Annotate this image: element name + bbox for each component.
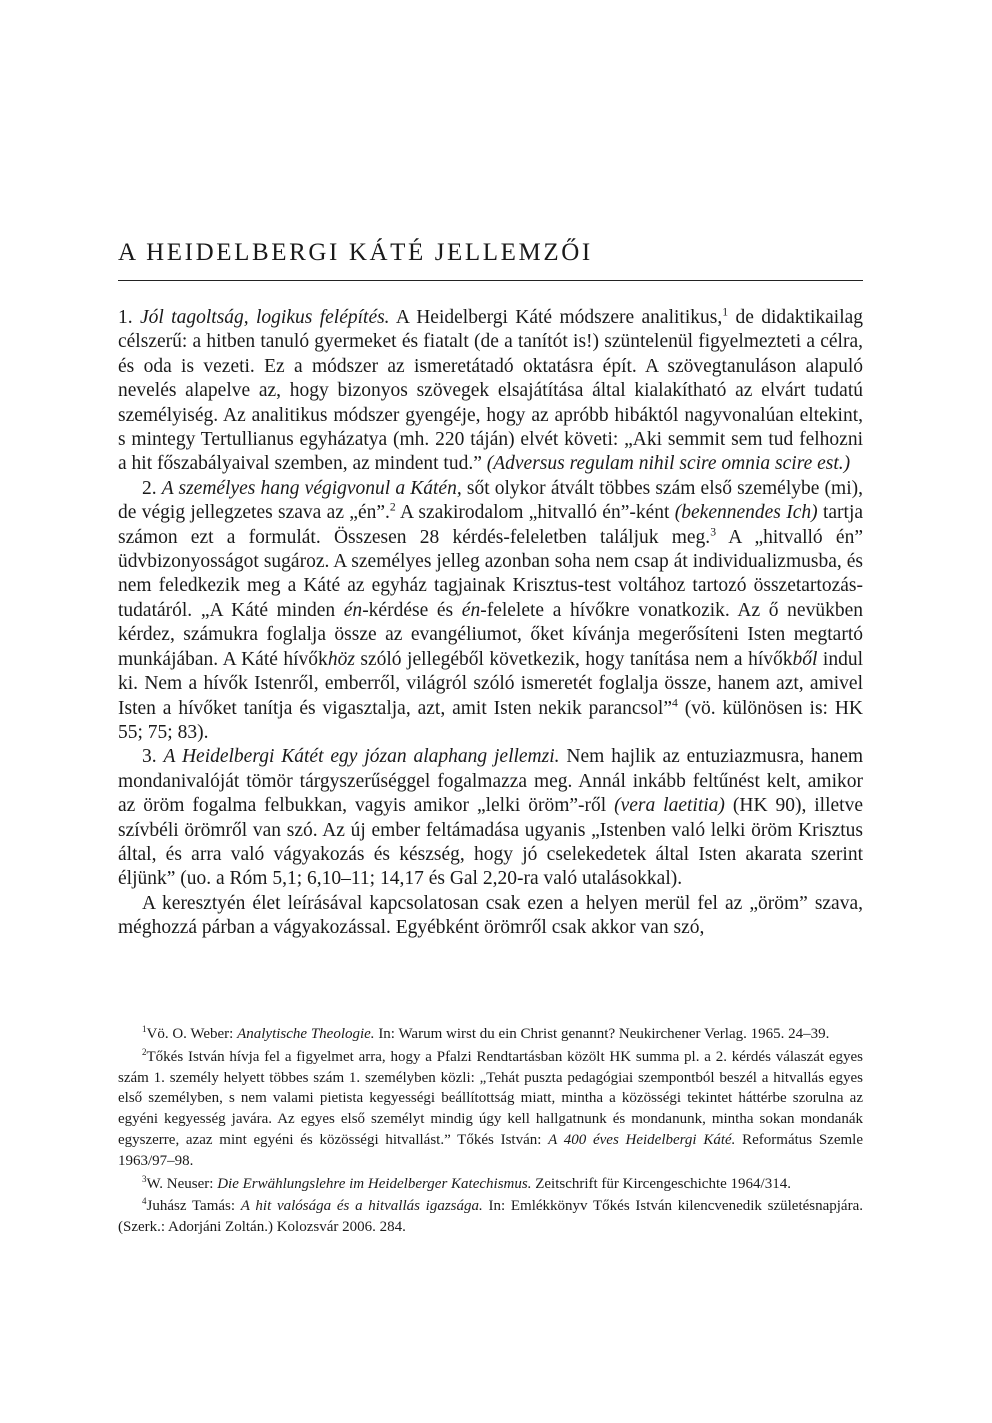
paragraph-1: 1. Jól tagoltság, logikus felépítés. A Heidelbergi Káté módszere analitikus,$^1$ de didaktikailag célszerű: a hitben tanuló gyermeket és fiatalt (de a tanítót is!) szüntelenül figyelmezteti a célra, és oda is vezeti. Ez a módszer az ismeretátadó oktatásra épít. A szövegtanuláson alapuló nevelés alapelve az, hogy bizonyos szövegek elsajátítása által kialakítható az elvárt tudatú személyiség. Az analitikus módszer gyengéje, hogy az apróbb hibáktól nagyvonalúan eltekint, s mintegy Tertullianus egyházatya (mh. 220 táján) elvét követi: „Aki semmit sem tud felhozni a hit főszabályaival szemben, az mindent tud.” (Adversus regulam nihil scire omnia scire est.) — [118, 305, 864, 475]
footnote-ref: 2 — [389, 500, 396, 514]
footnote-ref: 1 — [722, 305, 729, 319]
paragraph-number: 2. — [142, 477, 157, 499]
paragraph-lead: Jól tagoltság, logikus felépítés. — [140, 307, 390, 328]
paragraph-number: 1. — [118, 307, 133, 328]
paragraph-3: 3. A Heidelbergi Kátét egy józan alaphang jellemzi. Nem hajlik az entuziazmusra, hanem mondanivalóját tömör tárgyszerűséggel fogalmazza meg. Annál inkább feltűnést kelt, amikor az öröm fogalma felbukkan, vagyis amikor „lelki öröm”-ről (vera laetitia) (HK 90), illetve szívbéli örömről van szó. Az új ember feltámadása ugyanis „Istenben való lelki öröm Krisztus által, és arra való vágyakozás és készség, hogy jó cselekedetek által Isten akarata szerint éljünk” (uo. a Róm 5,1; 6,10–11; 14,17 és Gal 2,20-ra való utalásokkal). — [118, 746, 864, 890]
paragraph-4: A keresztyén élet leírásával kapcsolatosan csak ezen a helyen merül fel az „öröm” szava, méghozzá párban a vágyakozással. Egyébként örömről csak akkor van szó, — [118, 892, 863, 939]
title-rule — [118, 280, 863, 281]
footnote-ref: 4 — [672, 696, 678, 709]
footnote: $^3$W. Neuser: Die Erwählungslehre im Heidelberger Katechismus. Zeitschrift für Kircengeschichte 1964/314. — [142, 1173, 791, 1192]
footnote-mark: 4 — [142, 1196, 147, 1207]
footnote: $^4$Juhász Tamás: A hit valósága és a hitvallás igazsága. In: Emlékkönyv Tőkés István kilencvenedik születésnapjára. (Szerk.: Adorjáni Zoltán.) Kolozsvár 2006. 284. — [118, 1196, 863, 1236]
footnote-mark: 1 — [142, 1024, 147, 1034]
footnote-ref: 3 — [710, 525, 717, 539]
paragraph-lead: A Heidelbergi Kátét egy józan alaphang jellemzi. — [163, 746, 560, 768]
footnote: $^1$Vö. O. Weber: Analytische Theologie. In: Warum wirst du ein Christ genannt? Neukirchener Verlag. 1965. 24–39. — [142, 1024, 830, 1042]
chapter-title: A HEIDELBERGI KÁTÉ JELLEMZŐI — [118, 239, 593, 266]
paragraph-2: 2. A személyes hang végigvonul a Kátén, sőt olykor átvált többes szám első személybe (mi), de végig jellegzetes szava az „én”.$^2$ A szakirodalom „hitvalló én”-ként (bekennendes Ich) tartja számon ezt a formulát. Összesen 28 kérdés-feleletben találjuk meg.$^3$ A „hitvalló én” üdvbizonyosságot sugároz. A személyes jelleg azonban soha nem csap át individualizmusba, és nem feledkezik meg a Káté az egyház tagjainak Krisztus-test voltához tartozó összetartozás-tudatáról. „A Káté minden én-kérdése és én-felelete a hívőkre vonatkozik. Az ő nevükben kérdez, számukra foglalja össze az evangéliumot, őket kívánja megerősíteni Isten megtartó munkájában. A Káté hívőkhöz szóló jellegéből következik, hogy tanítása nem a hívőkből indul ki. Nem a hívők Istenről, emberről, világról szóló ismeretét foglalja össze, hanem azt, amivel Isten a hívőket tanítja és vigasztalja, azt, amit Isten nekik parancsol”$^4$ (vö. különösen is: HK 55; 75; 83). — [118, 477, 864, 743]
footnotes — [118, 1024, 863, 1240]
paragraph-number: 3. — [142, 746, 157, 768]
footnote: $^2$Tőkés István hívja fel a figyelmet arra, hogy a Pfalzi Rendtartásban közölt HK summa pl. a 2. kérdés válaszát egyes szám 1. személy helyett többes szám 1. személyben közli: „Tehát puszta pedagógiai szempontból beszél a hitvallás egyes első személyben, s nem valami pietista kegyességi beállítottság miatt, mintha a közösségi tekintet háttérbe szorulna az egyéni kegyesség javára. Az egyes első személyt mindig úgy kell hallgatnunk és mondanunk, mintha sokan mondanák egyszerre, azaz mint egyéni és közösségi hitvallást.” Tőkés István: A 400 éves Heidelbergi Káté. Református Szemle 1963/97–98. — [118, 1046, 863, 1169]
paragraph-lead: A személyes hang végigvonul a Kátén, — [161, 477, 462, 499]
latin-quote: (Adversus regulam nihil scire omnia scire est.) — [481, 453, 851, 475]
footnote-mark: 2 — [142, 1046, 147, 1057]
footnote-mark: 3 — [142, 1173, 147, 1184]
main-text — [118, 306, 863, 941]
